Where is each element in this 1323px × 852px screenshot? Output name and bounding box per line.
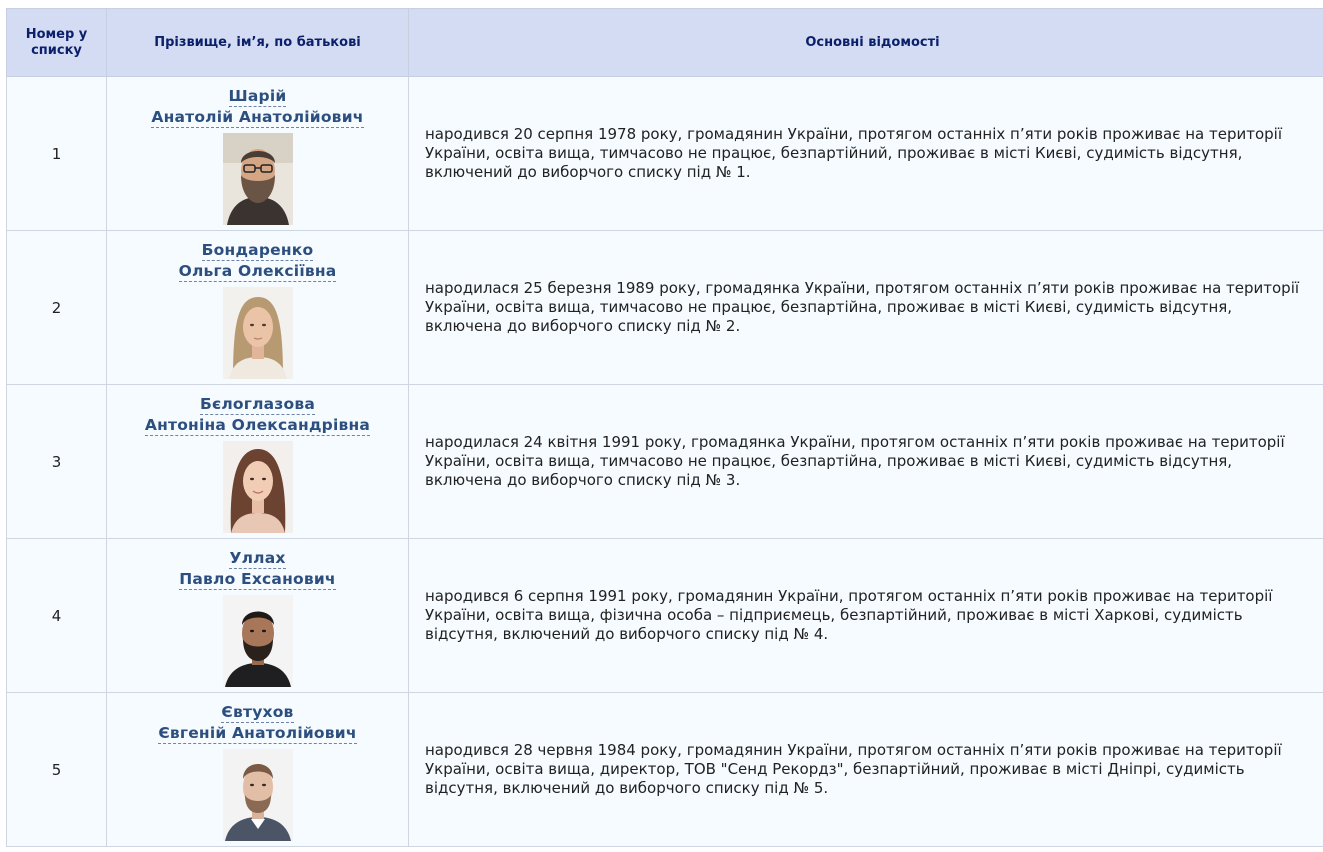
row-number: 3 bbox=[7, 385, 107, 539]
candidate-photo[interactable] bbox=[223, 595, 293, 687]
candidate-surname-link[interactable]: Уллах bbox=[229, 549, 286, 567]
candidate-cell bbox=[107, 385, 409, 539]
row-number: 4 bbox=[7, 539, 107, 693]
candidate-info: народився 6 серпня 1991 року, громадянин України, протягом останніх п’яти років проживає на території України, освіта вища, фізична особа – підприємець, безпартійний, проживає в місті Харкові, судимість відсутня, включений до виборчого списку під № 4. bbox=[409, 539, 1323, 693]
row-number: 2 bbox=[7, 231, 107, 385]
table-row bbox=[7, 231, 1323, 385]
candidate-given-name-link[interactable]: Євгеній Анатолійович bbox=[158, 724, 357, 742]
candidate-photo[interactable] bbox=[223, 133, 293, 225]
row-number: 1 bbox=[7, 77, 107, 231]
table-header-row bbox=[7, 9, 1323, 77]
candidate-given-name-link[interactable]: Ольга Олексіївна bbox=[178, 262, 337, 280]
header-name: Прізвище, ім’я, по батькові bbox=[107, 9, 409, 77]
table-row bbox=[7, 385, 1323, 539]
candidates-table bbox=[6, 8, 1323, 847]
candidate-info: народився 20 серпня 1978 року, громадянин України, протягом останніх п’яти років проживає на території України, освіта вища, тимчасово не працює, безпартійний, проживає в місті Києві, судимість відсутня, включений до виборчого списку під № 1. bbox=[409, 77, 1323, 231]
candidate-cell bbox=[107, 693, 409, 847]
candidates-table-wrapper bbox=[6, 8, 1323, 847]
candidate-photo[interactable] bbox=[223, 749, 293, 841]
candidate-info: народився 28 червня 1984 року, громадянин України, протягом останніх п’яти років проживає на території України, освіта вища, директор, ТОВ "Сенд Рекордз", безпартійний, проживає в місті Дніпрі, судимість відсутня, включений до виборчого списку під № 5. bbox=[409, 693, 1323, 847]
candidate-given-name-link[interactable]: Антоніна Олександрівна bbox=[144, 416, 371, 434]
table-row bbox=[7, 539, 1323, 693]
candidate-given-name-link[interactable]: Анатолій Анатолійович bbox=[151, 108, 364, 126]
candidate-photo[interactable] bbox=[223, 287, 293, 379]
candidate-cell bbox=[107, 77, 409, 231]
candidate-photo[interactable] bbox=[223, 441, 293, 533]
candidate-surname-link[interactable]: Бєлоглазова bbox=[199, 395, 316, 413]
row-number: 5 bbox=[7, 693, 107, 847]
candidate-info: народилася 24 квітня 1991 року, громадянка України, протягом останніх п’яти років проживає на території України, освіта вища, тимчасово не працює, безпартійна, проживає в місті Києві, судимість відсутня, включена до виборчого списку під № 3. bbox=[409, 385, 1323, 539]
header-number: Номер у списку bbox=[7, 9, 107, 77]
table-row bbox=[7, 693, 1323, 847]
table-row bbox=[7, 77, 1323, 231]
candidate-surname-link[interactable]: Бондаренко bbox=[201, 241, 314, 259]
candidate-surname-link[interactable]: Євтухов bbox=[221, 703, 294, 721]
candidate-surname-link[interactable]: Шарій bbox=[228, 87, 287, 105]
header-info: Основні відомості bbox=[409, 9, 1323, 77]
candidate-cell bbox=[107, 231, 409, 385]
candidate-cell bbox=[107, 539, 409, 693]
candidate-given-name-link[interactable]: Павло Ехсанович bbox=[179, 570, 336, 588]
candidate-info: народилася 25 березня 1989 року, громадянка України, протягом останніх п’яти років проживає на території України, освіта вища, тимчасово не працює, безпартійна, проживає в місті Києві, судимість відсутня, включена до виборчого списку під № 2. bbox=[409, 231, 1323, 385]
